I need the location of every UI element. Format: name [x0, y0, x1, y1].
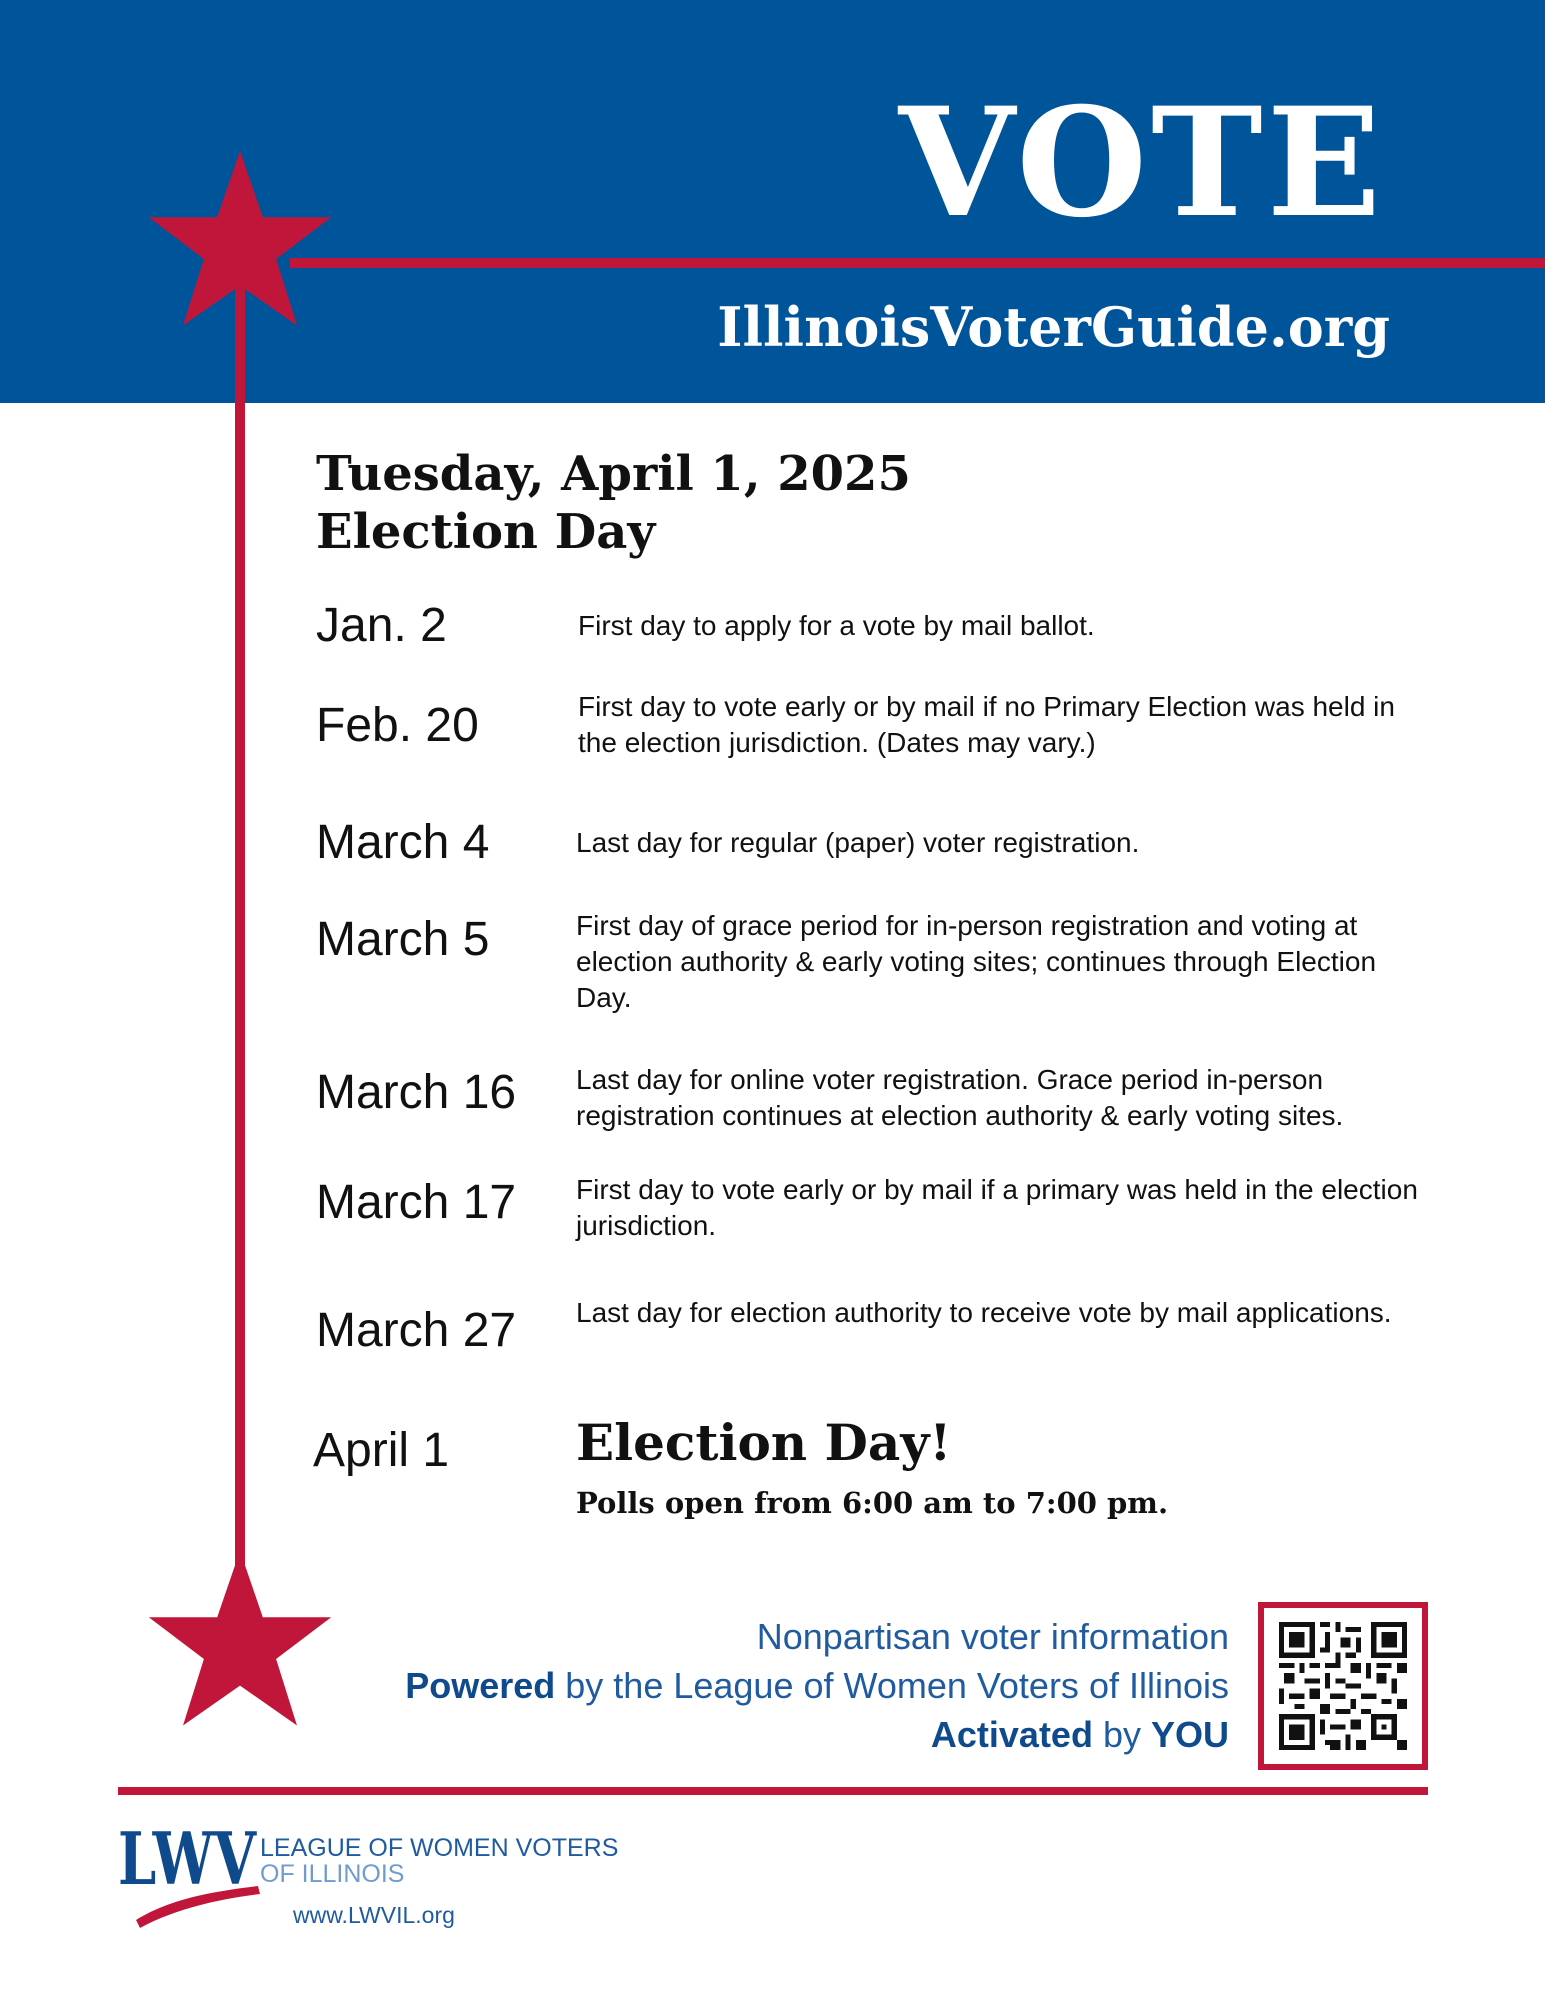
timeline-description: First day to vote early or by mail if a primary was held in the election jurisdiction. [576, 1174, 1418, 1241]
timeline-description: First day to vote early or by mail if no Primary Election was held in the election jurisdiction. (Dates may vary.) [578, 691, 1395, 758]
election-date-line: Tuesday, April 1, 2025 [316, 446, 911, 502]
footer-line-2 [405, 1661, 1229, 1710]
timeline-date: Feb. 20 [316, 699, 479, 752]
timeline-date: March 5 [316, 913, 490, 966]
timeline-description: Last day for regular (paper) voter registration. [576, 827, 1140, 858]
website-url[interactable]: IllinoisVoterGuide.org [717, 295, 1390, 359]
star-icon [145, 1545, 335, 1735]
election-day-title: Election Day! [576, 1413, 952, 1472]
footer-you: YOU [1150, 1714, 1229, 1755]
star-icon [145, 145, 335, 335]
timeline-date: March 27 [316, 1304, 517, 1357]
lwv-logo-text: LWV [118, 1816, 257, 1901]
footer-by: by [1092, 1714, 1151, 1755]
footer-powered-rest: by the League of Women Voters of Illinois [555, 1665, 1229, 1706]
qr-code-icon [1278, 1622, 1408, 1750]
org-subname: OF ILLINOIS [260, 1860, 405, 1888]
red-horizontal-line [290, 258, 1545, 268]
org-website-link[interactable]: www.LWVIL.org [293, 1902, 455, 1928]
timeline-description: First day to apply for a vote by mail ballot. [578, 610, 1095, 641]
election-day-label: Election Day [316, 504, 656, 560]
footer-line-1: Nonpartisan voter information [756, 1616, 1229, 1657]
footer-activated: Activated [930, 1714, 1093, 1755]
red-vertical-line [235, 255, 245, 1575]
footer-line-3 [405, 1710, 1229, 1759]
org-name: LEAGUE OF WOMEN VOTERS [260, 1834, 619, 1862]
red-divider-line [118, 1787, 1428, 1795]
qr-code[interactable] [1258, 1602, 1428, 1770]
timeline-description: First day of grace period for in-person registration and voting at election authority & early voting sites; continues through Election Day. [576, 910, 1377, 1013]
lwv-logo-icon [118, 1816, 258, 1930]
election-heading [316, 445, 911, 561]
vote-title: VOTE [898, 75, 1385, 251]
election-day-date: April 1 [313, 1424, 450, 1477]
footer-tagline [405, 1612, 1229, 1759]
timeline-date: March 4 [316, 816, 490, 869]
timeline-description: Last day for online voter registration. Grace period in-person registration continues at election authority & early voting sites. [576, 1064, 1344, 1131]
timeline-date: Jan. 2 [316, 599, 447, 652]
timeline-date: March 16 [316, 1066, 517, 1119]
polls-hours: Polls open from 6:00 am to 7:00 pm. [576, 1486, 1169, 1520]
timeline-date: March 17 [316, 1176, 517, 1229]
footer-powered: Powered [405, 1665, 556, 1706]
timeline-description: Last day for election authority to receive vote by mail applications. [576, 1297, 1392, 1328]
